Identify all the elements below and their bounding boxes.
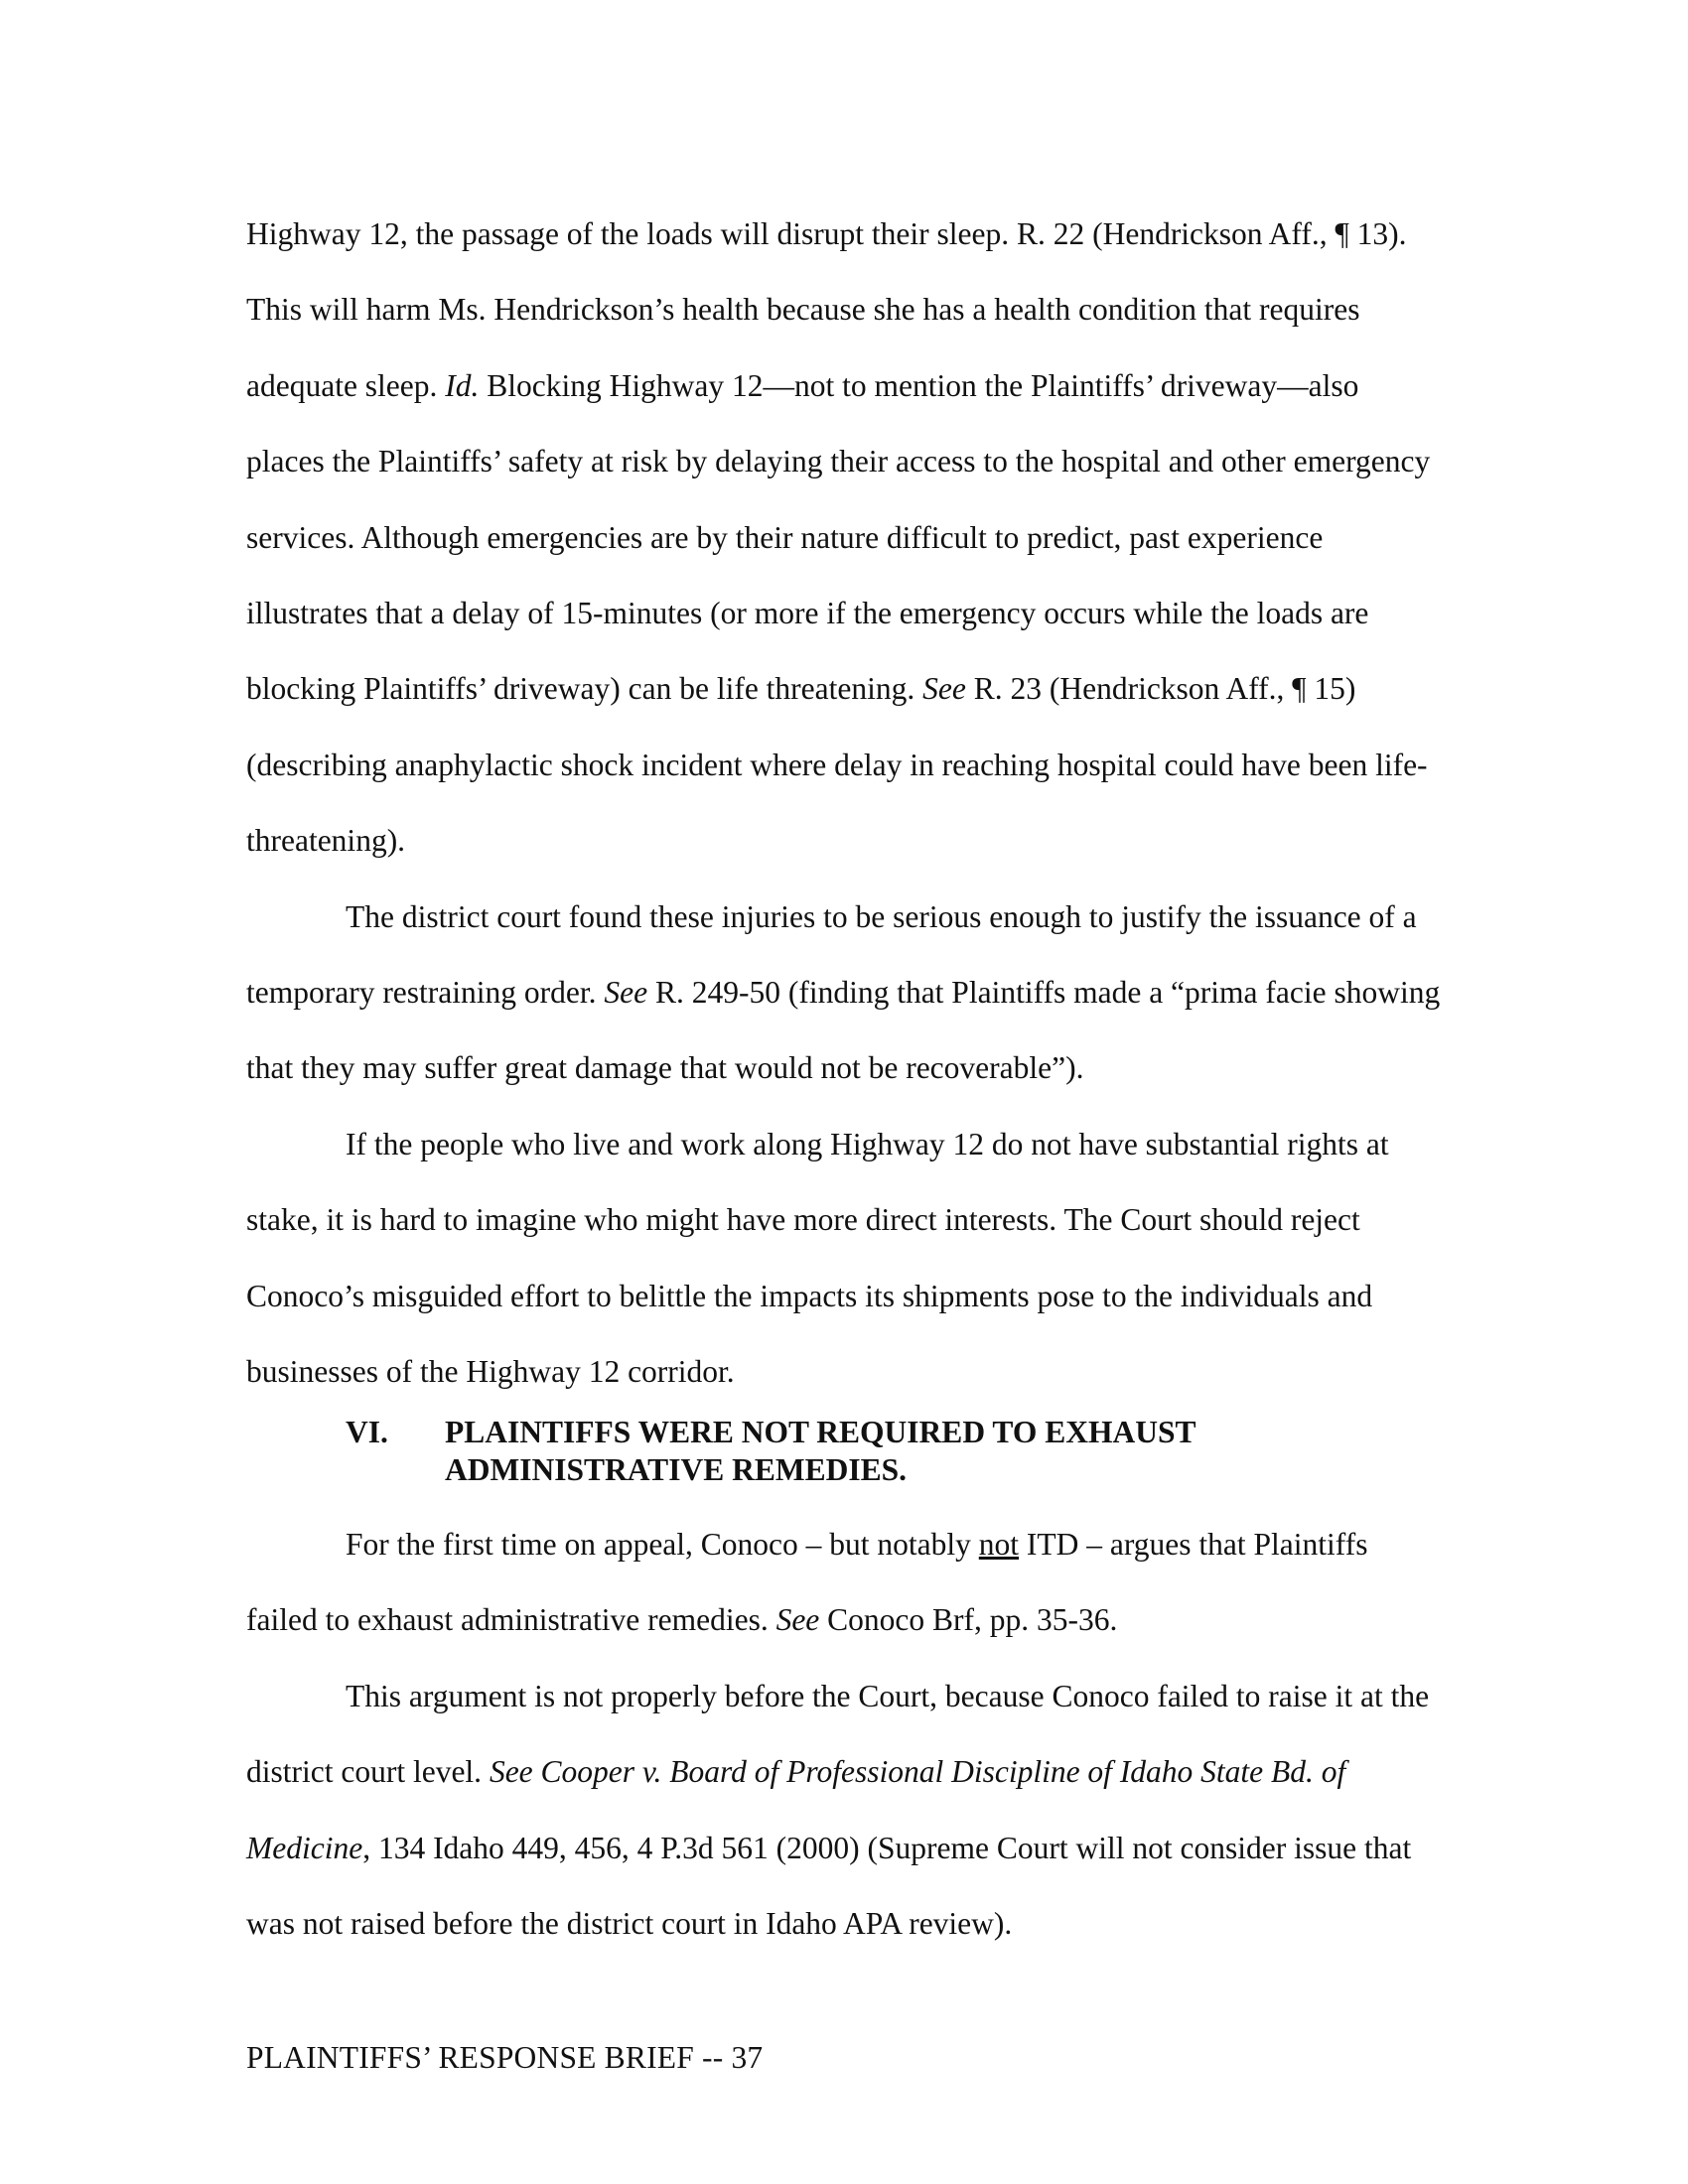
paragraph-first-time-on-appeal — [246, 1507, 1443, 1659]
section-number: VI. — [346, 1415, 388, 1449]
italic-signal: See — [922, 671, 966, 707]
text-run: R. 249-50 (finding that Plaintiffs made a “prima facie showing that they may suffer great damage that would not be recoverable”). — [246, 975, 1441, 1086]
italic-case-citation: See Cooper v. Board of Professional Discipline of Idaho State Bd. of Medicine — [246, 1754, 1346, 1865]
text-run: ITD – argues that Plaintiffs failed to exhaust administrative remedies. — [246, 1527, 1368, 1638]
text-run: Conoco Brf, pp. 35-36. — [819, 1602, 1118, 1638]
italic-signal: See — [775, 1602, 820, 1638]
section-title-line-1: PLAINTIFFS WERE NOT REQUIRED TO EXHAUST — [445, 1415, 1196, 1449]
italic-signal: See — [604, 975, 648, 1011]
body-text-lower — [246, 1507, 1443, 1962]
section-title — [445, 1414, 1338, 1489]
body-text-upper — [246, 197, 1443, 1411]
text-run: If the people who live and work along Highway 12 do not have substantial rights at stake, it is hard to imagine who might have more direct interests. The Court should reject Conoco’s misguided effort to belittle the impacts its shipments pose to the individuals and businesses of the Highway 12 corridor. — [246, 1126, 1389, 1390]
text-run: Blocking Highway 12—not to mention the Plaintiffs’ driveway—also places the Plaintiffs’ safety at risk by delaying their access to the hospital and other emergency services. Although emergencies are by their nature difficult to predict, past experience illustrates that a delay of 15-minutes (or more if the emergency occurs while the loads are blocking Plaintiffs’ driveway) can be life threatening. — [246, 367, 1431, 707]
paragraph-continuation — [246, 197, 1443, 880]
page-footer: PLAINTIFFS’ RESPONSE BRIEF -- 37 — [246, 2040, 764, 2075]
text-run: This argument is not properly before the Court, because Conoco failed to raise it at the district court level. — [246, 1678, 1430, 1790]
paragraph-substantial-rights — [246, 1107, 1443, 1411]
section-title-line-2: ADMINISTRATIVE REMEDIES. — [445, 1452, 907, 1487]
text-run: For the first time on appeal, Conoco – but notably — [346, 1527, 979, 1562]
text-run: Highway 12, the passage of the loads will disrupt their sleep. R. 22 (Hendrickson Aff., ¶ 13). This will harm Ms. Hendrickson’s health because she has a health condition that requires adequate sleep. — [246, 216, 1407, 403]
text-run: The district court found these injuries to be serious enough to justify the issuance of a temporary restraining order. — [246, 898, 1417, 1011]
paragraph-not-properly-before-court — [246, 1659, 1443, 1963]
paragraph-district-court — [246, 880, 1443, 1107]
text-run: , 134 Idaho 449, 456, 4 P.3d 561 (2000) (Supreme Court will not consider issue that was not raised before the district court in Idaho APA review). — [246, 1830, 1412, 1942]
italic-citation: Id. — [445, 367, 480, 403]
text-run: R. 23 (Hendrickson Aff., ¶ 15) (describing anaphylactic shock incident where delay in reaching hospital could have been life-threatening). — [246, 671, 1428, 859]
underlined-text: not — [978, 1527, 1020, 1562]
